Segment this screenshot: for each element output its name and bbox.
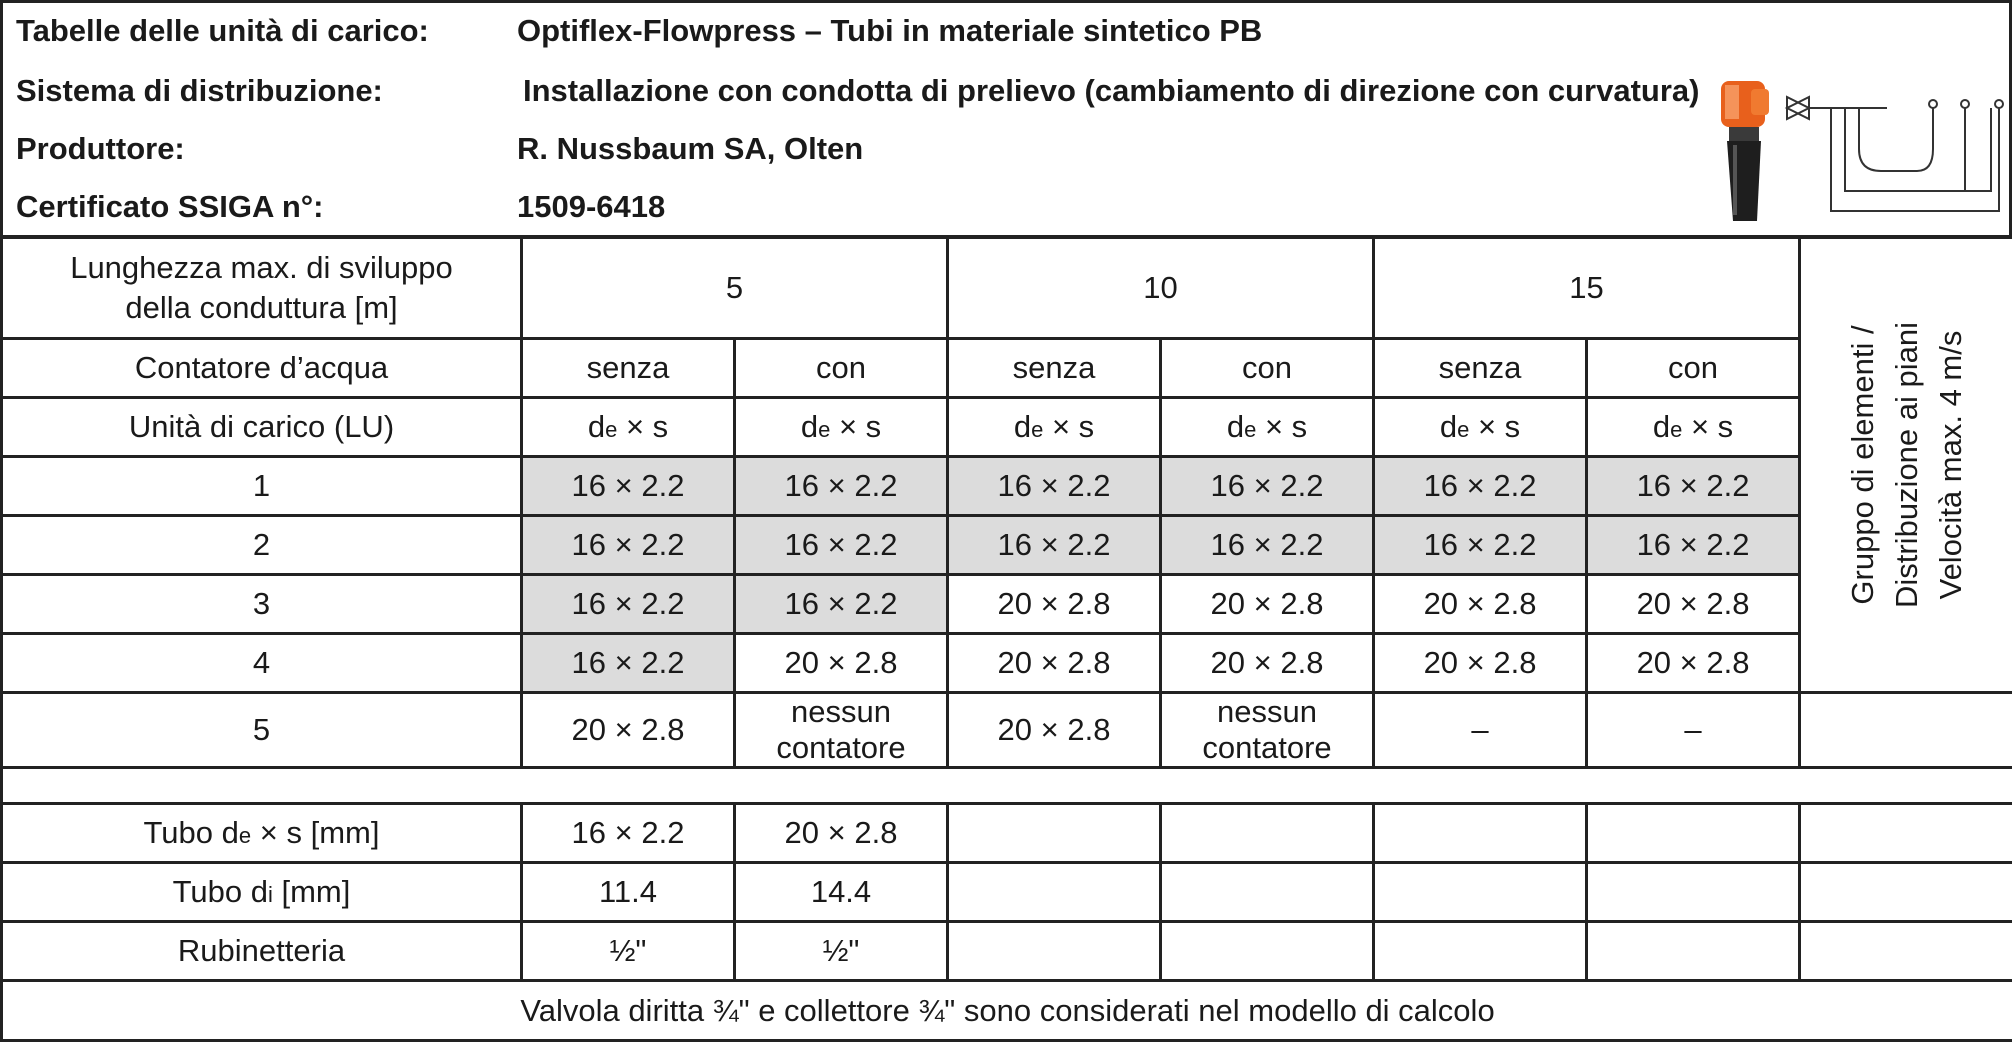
spacer-cell	[2, 768, 2012, 804]
table-row	[2, 457, 2012, 516]
length-label: Lunghezza max. di sviluppo della conduttura [m]	[2, 238, 522, 339]
piping-schema-icon	[1783, 93, 2011, 221]
length-row	[2, 238, 2012, 339]
table-cell: 16 × 2.2	[948, 516, 1161, 575]
meter-cell: con	[1587, 339, 1800, 398]
table-cell: 16 × 2.2	[522, 804, 735, 863]
table-cell	[1374, 922, 1587, 981]
table-cell	[1587, 922, 1800, 981]
table-row	[2, 634, 2012, 693]
pipe-de-label: Tubo de × s [mm]	[2, 804, 522, 863]
table-cell: 16 × 2.2	[1374, 457, 1587, 516]
table-cell: nessun contatore	[1161, 693, 1374, 768]
meter-cell: con	[1161, 339, 1374, 398]
table-cell: 20 × 2.8	[1374, 634, 1587, 693]
table-cell: 14.4	[735, 863, 948, 922]
table-cell: 20 × 2.8	[948, 575, 1161, 634]
table-cell: 16 × 2.2	[735, 516, 948, 575]
de-s-header: de × s	[948, 398, 1161, 457]
pressure-regulator-icon	[1715, 75, 1771, 225]
table-cell	[1587, 804, 1800, 863]
meter-cell: senza	[948, 339, 1161, 398]
table-title-label: Tabelle delle unità di carico:	[16, 13, 429, 49]
table-row	[2, 575, 2012, 634]
table-cell: 20 × 2.8	[735, 634, 948, 693]
meter-cell: con	[735, 339, 948, 398]
table-cell: –	[1374, 693, 1587, 768]
table-cell: 16 × 2.2	[522, 516, 735, 575]
table-cell: 16 × 2.2	[735, 457, 948, 516]
load-unit-table	[0, 236, 2012, 1042]
table-cell: 20 × 2.8	[948, 693, 1161, 768]
table-cell: 16 × 2.2	[1587, 516, 1800, 575]
meter-cell: senza	[522, 339, 735, 398]
table-cell: 16 × 2.2	[948, 457, 1161, 516]
spacer-row	[2, 768, 2012, 804]
certificate-label: Certificato SSIGA n°:	[16, 189, 324, 225]
lu-value: 4	[2, 634, 522, 693]
table-cell: 20 × 2.8	[522, 693, 735, 768]
de-s-header: de × s	[735, 398, 948, 457]
table-cell: 20 × 2.8	[1161, 634, 1374, 693]
meter-label: Contatore d’acqua	[2, 339, 522, 398]
de-s-header: de × s	[1161, 398, 1374, 457]
table-cell: 11.4	[522, 863, 735, 922]
pipe-de-row	[2, 804, 2012, 863]
table-cell: ½"	[735, 922, 948, 981]
table-cell: 16 × 2.2	[1161, 516, 1374, 575]
table-cell	[1800, 804, 2012, 863]
table-cell: –	[1587, 693, 1800, 768]
meter-cell: senza	[1374, 339, 1587, 398]
note-row	[2, 981, 2012, 1041]
table-cell: 20 × 2.8	[1587, 634, 1800, 693]
table-cell: 20 × 2.8	[735, 804, 948, 863]
fittings-row	[2, 922, 2012, 981]
de-s-header: de × s	[522, 398, 735, 457]
manufacturer-value: R. Nussbaum SA, Olten	[517, 131, 863, 167]
table-cell: 20 × 2.8	[1587, 575, 1800, 634]
table-cell	[948, 804, 1161, 863]
de-s-header: de × s	[1587, 398, 1800, 457]
lu-value: 3	[2, 575, 522, 634]
table-cell	[948, 863, 1161, 922]
manufacturer-label: Produttore:	[16, 131, 185, 167]
table-cell: 16 × 2.2	[1374, 516, 1587, 575]
table-cell: ½"	[522, 922, 735, 981]
lu-value: 1	[2, 457, 522, 516]
certificate-value: 1509-6418	[517, 189, 665, 225]
pipe-di-row	[2, 863, 2012, 922]
table-cell	[1161, 863, 1374, 922]
table-cell	[1587, 863, 1800, 922]
lu-value: 2	[2, 516, 522, 575]
table-cell: 20 × 2.8	[1161, 575, 1374, 634]
pipe-di-label: Tubo di [mm]	[2, 863, 522, 922]
table-cell	[1800, 922, 2012, 981]
table-cell: 16 × 2.2	[1587, 457, 1800, 516]
length-5: 5	[522, 238, 948, 339]
table-cell: 16 × 2.2	[735, 575, 948, 634]
table-cell: 20 × 2.8	[1374, 575, 1587, 634]
calculation-note: Valvola diritta ¾" e collettore ¾" sono considerati nel modello di calcolo	[2, 981, 2012, 1041]
table-cell: 20 × 2.8	[948, 634, 1161, 693]
system-value: Installazione con condotta di prelievo (cambiamento di direzione con curvatura)	[523, 73, 1700, 109]
table-cell	[1161, 922, 1374, 981]
table-cell: 16 × 2.2	[1161, 457, 1374, 516]
table-cell	[1374, 804, 1587, 863]
lu-value: 5	[2, 693, 522, 768]
table-cell: nessun contatore	[735, 693, 948, 768]
side-note: Gruppo di elementi / Distribuzione ai piani Velocità max. 4 m/s	[1800, 238, 2012, 693]
table-cell	[1800, 863, 2012, 922]
table-cell	[1374, 863, 1587, 922]
meter-row	[2, 339, 2012, 398]
lu-label: Unità di carico (LU)	[2, 398, 522, 457]
table-row	[2, 516, 2012, 575]
table-cell: 16 × 2.2	[522, 457, 735, 516]
header-block	[0, 0, 2012, 238]
table-cell	[1161, 804, 1374, 863]
fittings-label: Rubinetteria	[2, 922, 522, 981]
length-15: 15	[1374, 238, 1800, 339]
lu-header-row	[2, 398, 2012, 457]
table-cell: 16 × 2.2	[522, 634, 735, 693]
table-title-value: Optiflex-Flowpress – Tubi in materiale sintetico PB	[517, 13, 1262, 49]
table-cell: 16 × 2.2	[522, 575, 735, 634]
table-row	[2, 693, 2012, 768]
de-s-header: de × s	[1374, 398, 1587, 457]
length-10: 10	[948, 238, 1374, 339]
system-label: Sistema di distribuzione:	[16, 73, 383, 109]
table-cell	[948, 922, 1161, 981]
